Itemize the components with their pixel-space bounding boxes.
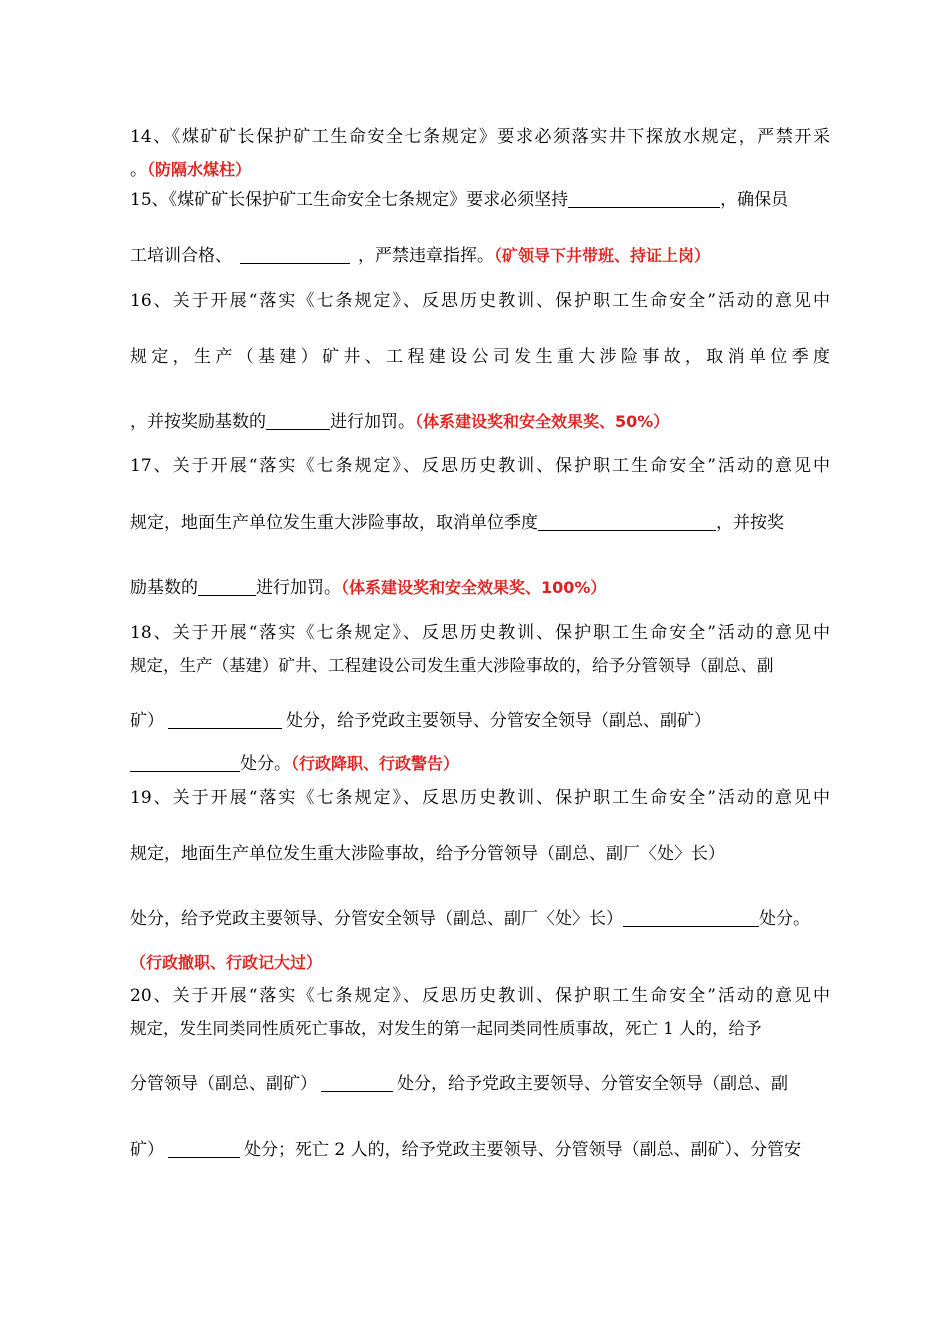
blank (623, 906, 759, 927)
q19-answer: （行政撤职、行政记大过） (130, 953, 323, 972)
q15-answer: （矿领导下井带班、持证上岗） (494, 246, 711, 265)
q18-line-4: 处分。（行政降职、行政警告） (130, 748, 830, 780)
q16-line-1: 16、关于开展“落实《七条规定》、反思历史教训、保护职工生命安全”活动的意见中 (130, 291, 830, 311)
q14-line-2: 。（防隔水煤柱） (130, 160, 252, 180)
q15-line-2: 工培训合格、 ，严禁违章指挥。（矿领导下井带班、持证上岗） (130, 240, 830, 272)
q19-line-4 (130, 947, 830, 979)
blank (168, 708, 282, 729)
q16-line-2: 规定，生产（基建）矿井、工程建设公司发生重大涉险事故，取消单位季度 (130, 347, 830, 367)
q16-answer: （体系建设奖和安全效果奖、50%） (415, 412, 670, 431)
q17-line-3: 励基数的 进行加罚。（体系建设奖和安全效果奖、100%） (130, 572, 830, 604)
q19-line-1: 19、关于开展“落实《七条规定》、反思历史教训、保护职工生命安全”活动的意见中 (130, 788, 830, 808)
q19-line-3: 处分，给予党政主要领导、分管安全领导（副总、副厂〈处〉长） 处分。 (130, 903, 830, 935)
q14-answer: （防隔水煤柱） (147, 160, 252, 179)
blank (538, 510, 716, 531)
blank (266, 409, 330, 430)
q20-line-4: 矿） 处分；死亡 2 人的，给予党政主要领导、分管领导（副总、副矿）、分管安 (130, 1134, 830, 1166)
blank (130, 751, 240, 772)
q17-line-1: 17、关于开展“落实《七条规定》、反思历史教训、保护职工生命安全”活动的意见中 (130, 456, 830, 476)
blank (321, 1071, 393, 1092)
q18-answer: （行政降职、行政警告） (291, 754, 460, 773)
q17-line-2: 规定，地面生产单位发生重大涉险事故，取消单位季度 ，并按奖 (130, 507, 830, 539)
blank (568, 187, 720, 208)
q18-line-1: 18、关于开展“落实《七条规定》、反思历史教训、保护职工生命安全”活动的意见中 (130, 623, 830, 643)
q20-line-3: 分管领导（副总、副矿） 处分，给予党政主要领导、分管安全领导（副总、副 (130, 1068, 830, 1100)
q20-line-1: 20、关于开展“落实《七条规定》、反思历史教训、保护职工生命安全”活动的意见中 (130, 986, 830, 1006)
q20-line-2: 规定，发生同类同性质死亡事故，对发生的第一起同类同性质事故，死亡 1 人的，给予 (130, 1019, 762, 1038)
q16-line-3: ，并按奖励基数的 进行加罚。（体系建设奖和安全效果奖、50%） (130, 406, 830, 438)
blank (240, 243, 350, 264)
blank (198, 575, 256, 596)
q14-line-1: 14、《煤矿矿长保护矿工生命安全七条规定》要求必须落实井下探放水规定，严禁开采 (130, 127, 830, 147)
q18-line-3: 矿） 处分，给予党政主要领导、分管安全领导（副总、副矿） (130, 705, 830, 737)
q17-answer: （体系建设奖和安全效果奖、100%） (341, 578, 607, 597)
q19-line-2: 规定，地面生产单位发生重大涉险事故，给予分管领导（副总、副厂〈处〉长） (130, 844, 725, 864)
q18-line-2: 规定，生产（基建）矿井、工程建设公司发生重大涉险事故的，给予分管领导（副总、副 (130, 656, 774, 675)
blank (168, 1137, 240, 1158)
q15-line-1: 15、《煤矿矿长保护矿工生命安全七条规定》要求必须坚持 ，确保员 (130, 184, 830, 216)
